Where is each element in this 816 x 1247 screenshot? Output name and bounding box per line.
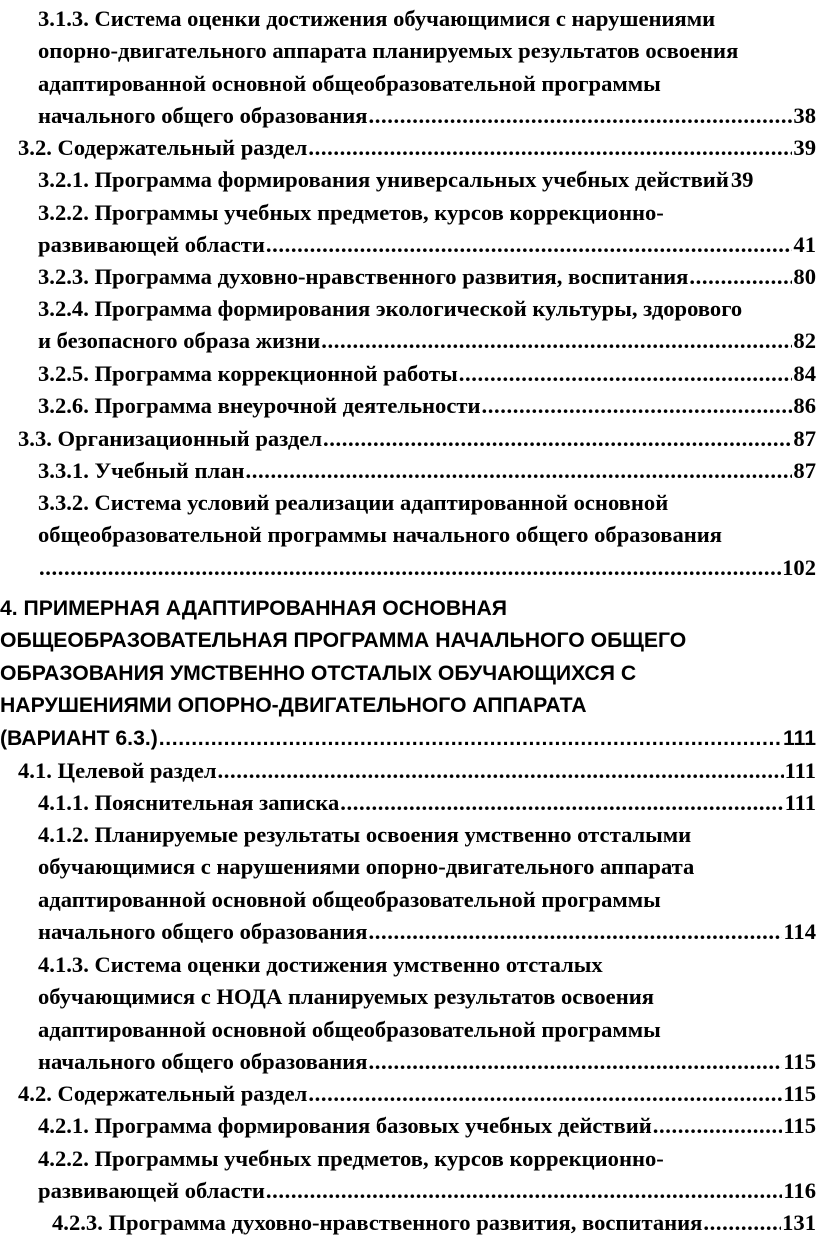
- dot-leader: [703, 1207, 781, 1239]
- toc-line: (ВАРИАНТ 6.3.): [0, 726, 158, 750]
- toc-entry-4-2-1[interactable]: [0, 1110, 816, 1142]
- dot-leader: [159, 723, 782, 755]
- toc-entry-3-2-3[interactable]: [0, 261, 816, 293]
- toc-entry-3-3[interactable]: [0, 423, 816, 455]
- page-number: 115: [783, 1081, 816, 1106]
- toc-entry-4-1[interactable]: [0, 755, 816, 787]
- toc-line: адаптированной основной общеобразовательной программы: [38, 70, 661, 96]
- toc-line: развивающей области: [38, 232, 265, 258]
- page-number: 111: [782, 726, 816, 750]
- toc-line: 4.1.2. Планируемые результаты освоения умственно отсталыми: [38, 822, 692, 847]
- page-number: 82: [793, 328, 816, 354]
- toc-line: ОБЩЕОБРАЗОВАТЕЛЬНАЯ ПРОГРАММА НАЧАЛЬНОГО ОБЩЕГО: [0, 629, 687, 653]
- toc-entry-4-2[interactable]: [0, 1078, 816, 1110]
- toc-line: 4.2. Содержательный раздел: [18, 1081, 308, 1106]
- page-number: 115: [783, 1113, 816, 1138]
- toc-line: 3.2.4. Программа формирования экологической культуры, здорового: [38, 296, 743, 321]
- page-number: 102: [782, 554, 816, 580]
- page-number: 39: [730, 167, 754, 192]
- dot-leader: [653, 1110, 783, 1142]
- toc-entry-3-2-6[interactable]: [0, 390, 816, 422]
- toc-line: начального общего образования: [38, 919, 368, 945]
- page-number: 84: [793, 361, 816, 386]
- toc-entry-3-2-5[interactable]: [0, 358, 816, 390]
- dot-leader: [266, 229, 793, 261]
- page-number: 86: [793, 393, 816, 418]
- page-number: 131: [782, 1210, 816, 1235]
- toc-entry-3-2-1[interactable]: [0, 164, 816, 196]
- dot-leader: [308, 132, 792, 164]
- toc-entry-3-2-4[interactable]: [0, 293, 816, 358]
- toc-entry-4[interactable]: [0, 593, 816, 755]
- dot-leader: [321, 325, 792, 357]
- toc-entry-3-3-2[interactable]: [0, 487, 816, 584]
- toc-entry-3-2[interactable]: [0, 132, 816, 164]
- dot-leader: [218, 755, 784, 787]
- page-number: 80: [793, 264, 816, 289]
- toc-line: обучающимися с НОДА планируемых результатов освоения: [38, 984, 654, 1010]
- toc-line: адаптированной основной общеобразовательной программы: [38, 886, 661, 912]
- toc-line: общеобразовательной программы начального общего образования: [38, 522, 723, 548]
- toc-line: обучающимися с нарушениями опорно-двигательного аппарата: [38, 854, 695, 880]
- toc-line: 3.2.1. Программа формирования универсальных учебных действий: [38, 167, 729, 192]
- toc-line: начального общего образования: [38, 103, 368, 129]
- toc-entry-3-2-2[interactable]: [0, 197, 816, 262]
- page-number: 87: [793, 426, 816, 451]
- dot-leader: [459, 358, 793, 390]
- toc-line: 3.1.3. Система оценки достижения обучающимися с нарушениями: [38, 6, 716, 31]
- toc-entry-4-2-2[interactable]: [0, 1143, 816, 1208]
- dot-leader: [323, 423, 792, 455]
- dot-leader: [368, 100, 792, 132]
- page-number: 87: [793, 458, 816, 483]
- toc-line: 3.2.2. Программы учебных предметов, курсов коррекционно-: [38, 200, 664, 225]
- dot-leader: [689, 261, 792, 293]
- page-number: 111: [784, 758, 816, 783]
- toc-entry-4-2-3[interactable]: [0, 1207, 816, 1239]
- toc-entry-4-1-3[interactable]: [0, 949, 816, 1079]
- toc-line: 4.2.1. Программа формирования базовых учебных действий: [38, 1113, 652, 1138]
- page-number: 114: [783, 919, 816, 945]
- toc-entry-3-3-1[interactable]: [0, 455, 816, 487]
- page-number: 111: [784, 790, 816, 815]
- toc-line: 3.2. Содержательный раздел: [18, 135, 308, 160]
- page-number: 41: [793, 232, 816, 258]
- toc-line: и безопасного образа жизни: [38, 328, 321, 354]
- toc-line: 3.2.5. Программа коррекционной работы: [38, 361, 458, 386]
- page-number: 39: [793, 135, 816, 160]
- toc-line: 4.2.2. Программы учебных предметов, курсов коррекционно-: [38, 1146, 664, 1171]
- toc-line: 3.3. Организационный раздел: [18, 426, 322, 451]
- toc-line: опорно-двигательного аппарата планируемых результатов освоения: [38, 38, 739, 64]
- toc-line: начального общего образования: [38, 1049, 368, 1075]
- page-number: 115: [783, 1049, 816, 1075]
- toc-line: 4.1. Целевой раздел: [18, 758, 217, 783]
- dot-leader: [482, 390, 793, 422]
- toc-line: развивающей области: [38, 1178, 265, 1204]
- toc-line: 4.2.3. Программа духовно-нравственного развития, воспитания: [52, 1210, 703, 1235]
- toc-line: 4.1.3. Система оценки достижения умственно отсталых: [38, 952, 603, 977]
- dot-leader: [245, 455, 792, 487]
- toc-entry-3-1-3[interactable]: [0, 3, 816, 133]
- page-number: 116: [783, 1178, 816, 1204]
- dot-leader: [368, 1046, 782, 1078]
- dot-leader: [308, 1078, 782, 1110]
- toc-line: 3.2.3. Программа духовно-нравственного развития, воспитания: [38, 264, 689, 289]
- toc-line: 3.2.6. Программа внеурочной деятельности: [38, 393, 481, 418]
- toc-line: 3.3.2. Система условий реализации адаптированной основной: [38, 490, 669, 515]
- toc-line: 3.3.1. Учебный план: [38, 458, 245, 483]
- toc-entry-4-1-2[interactable]: [0, 819, 816, 949]
- page-number: 38: [793, 103, 816, 129]
- toc-line: адаптированной основной общеобразовательной программы: [38, 1016, 661, 1042]
- dot-leader: [340, 787, 783, 819]
- dot-leader: [368, 916, 782, 948]
- toc-line: 4.1.1. Пояснительная записка: [38, 790, 340, 815]
- toc-line: НАРУШЕНИЯМИ ОПОРНО-ДВИГАТЕЛЬНОГО АППАРАТА: [0, 694, 587, 718]
- dot-leader: [39, 552, 781, 584]
- toc-entry-4-1-1[interactable]: [0, 787, 816, 819]
- dot-leader: [266, 1175, 783, 1207]
- toc-line: ОБРАЗОВАНИЯ УМСТВЕННО ОТСТАЛЫХ ОБУЧАЮЩИХСЯ С: [0, 661, 637, 685]
- toc-line: 4. ПРИМЕРНАЯ АДАПТИРОВАННАЯ ОСНОВНАЯ: [0, 597, 507, 620]
